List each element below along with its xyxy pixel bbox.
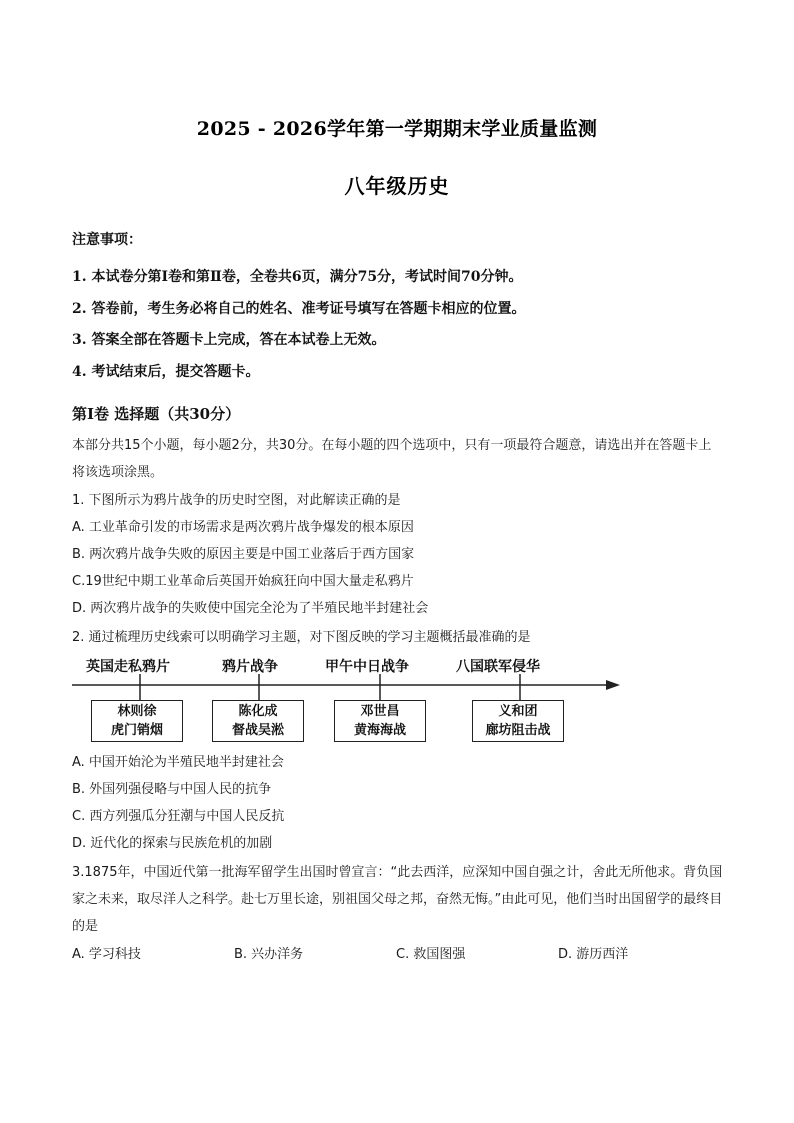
question-3-options xyxy=(72,941,722,968)
timeline-box-line: 陈化成 xyxy=(238,704,278,719)
timeline-box-line: 督战吴淞 xyxy=(231,723,284,738)
timeline-box xyxy=(472,700,564,742)
question-2-option-b: B. 外国列强侵略与中国人民的抗争 xyxy=(72,782,272,797)
question-1-option-c: C.19世纪中期工业革命后英国开始疯狂向中国大量走私鸦片 xyxy=(72,574,414,589)
question-3-option-c: C. 救国图强 xyxy=(396,947,466,962)
timeline-event: 八国联军侵华 xyxy=(456,659,540,675)
timeline-box-line: 廊坊阻击战 xyxy=(485,723,551,738)
question-3-option-b: B. 兴办洋务 xyxy=(234,947,304,962)
question-1-option-a: A. 工业革命引发的市场需求是两次鸦片战争爆发的根本原因 xyxy=(72,520,414,535)
section-title: 第Ⅰ卷 选择题（共30分） xyxy=(72,405,241,423)
timeline-box xyxy=(91,700,183,742)
timeline-event: 甲午中日战争 xyxy=(325,659,409,675)
notice-item: 1. 本试卷分第Ⅰ卷和第Ⅱ卷，全卷共6页，满分75分，考试时间70分钟。 xyxy=(72,269,523,285)
question-2-option-d: D. 近代化的探索与民族危机的加剧 xyxy=(72,836,273,851)
question-1-stem: 1. 下图所示为鸦片战争的历史时空图，对此解读正确的是 xyxy=(72,493,401,508)
section-intro: 本部分共15个小题，每小题2分，共30分。在每小题的四个选项中，只有一项最符合题意，请选出并在答题卡上将该选项涂黑。 xyxy=(72,438,712,480)
notice-item: 3. 答案全部在答题卡上完成，答在本试卷上无效。 xyxy=(72,332,386,348)
timeline-arrow-icon xyxy=(606,680,620,690)
notice-list xyxy=(72,262,722,388)
notice-item: 2. 答卷前，考生务必将自己的姓名、准考证号填写在答题卡相应的位置。 xyxy=(72,300,526,317)
timeline-box xyxy=(334,700,426,742)
timeline-box-line: 林则徐 xyxy=(117,704,157,719)
timeline-event: 鸦片战争 xyxy=(222,659,278,675)
timeline-box xyxy=(212,700,304,742)
notice-heading: 注意事项： xyxy=(72,232,142,248)
notice-item: 4. 考试结束后，提交答题卡。 xyxy=(72,363,260,380)
question-2-option-c: C. 西方列强瓜分狂潮与中国人民反抗 xyxy=(72,809,285,824)
timeline-event: 英国走私鸦片 xyxy=(86,659,170,675)
question-3-option-a: A. 学习科技 xyxy=(72,947,141,962)
timeline-box-line: 邓世昌 xyxy=(360,704,400,719)
question-3-stem: 3.1875年，中国近代第一批海军留学生出国时曾宣言：“此去西洋，应深知中国自强之计，舍此无所他求。背负国家之未来，取尽洋人之科学。赴七万里长途，别祖国父母之邦，奋然无悔。”由此可见，他们当时出国留学的最终目的是 xyxy=(72,865,723,934)
question-2-option-a: A. 中国开始沦为半殖民地半封建社会 xyxy=(72,755,284,770)
question-2-stem: 2. 通过梳理历史线索可以明确学习主题，对下图反映的学习主题概括最准确的是 xyxy=(72,630,531,645)
history-timeline xyxy=(72,656,632,750)
question-1-option-d: D. 两次鸦片战争的失败使中国完全沦为了半殖民地半封建社会 xyxy=(72,601,429,616)
timeline-box-line: 虎门销烟 xyxy=(110,723,163,738)
question-1-option-b: B. 两次鸦片战争失败的原因主要是中国工业落后于西方国家 xyxy=(72,547,415,562)
timeline-box-line: 义和团 xyxy=(498,704,538,719)
timeline-box-line: 黄海海战 xyxy=(353,723,406,738)
question-3-option-d: D. 游历西洋 xyxy=(558,947,629,962)
exam-subject: 八年级历史 xyxy=(344,174,450,198)
exam-title: 2025 - 2026学年第一学期期末学业质量监测 xyxy=(196,118,598,140)
